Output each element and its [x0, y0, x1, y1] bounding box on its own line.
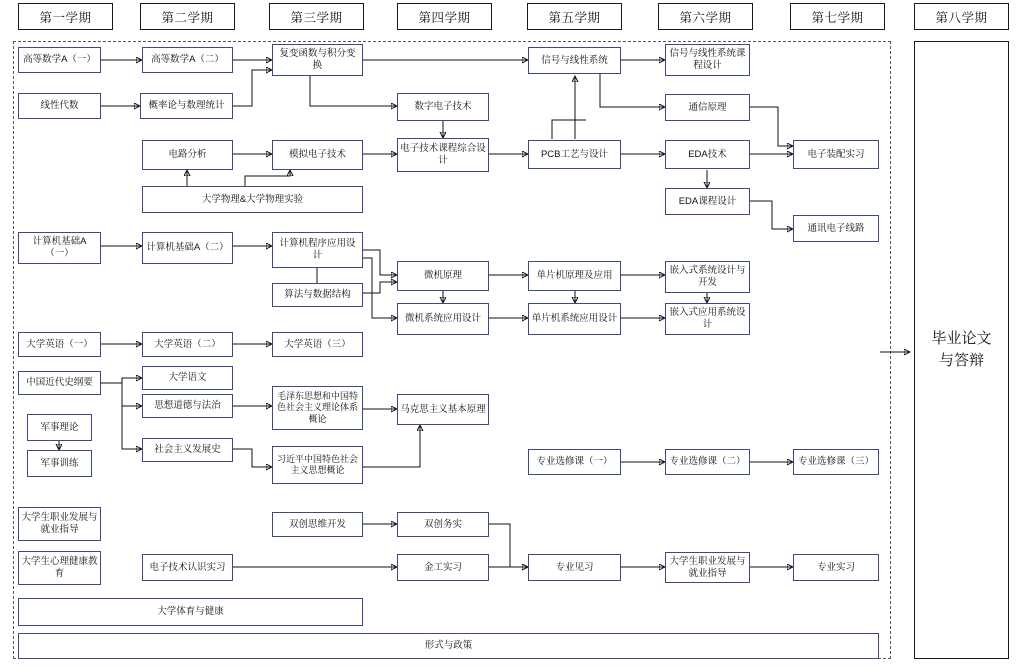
course-node[interactable]: 专业实习	[793, 554, 879, 581]
course-node[interactable]: 高等数学A（一）	[18, 47, 101, 73]
course-node[interactable]: 单片机系统应用设计	[528, 303, 621, 335]
semester-header-6: 第六学期	[658, 3, 753, 30]
course-node[interactable]: 复变函数与积分变换	[272, 44, 363, 76]
course-node[interactable]: EDA课程设计	[665, 188, 750, 215]
course-node[interactable]: 双创思维开发	[272, 512, 363, 537]
course-node[interactable]: 社会主义发展史	[142, 438, 233, 462]
semester-header-3: 第三学期	[269, 3, 364, 30]
course-node[interactable]: 大学语文	[142, 366, 233, 390]
semester-header-8: 第八学期	[914, 3, 1009, 30]
course-node[interactable]: 电子技术认识实习	[142, 554, 233, 581]
course-node[interactable]: 专业选修课（一）	[528, 449, 621, 475]
course-node[interactable]: 大学英语（一）	[18, 332, 101, 357]
course-node[interactable]: 单片机原理及应用	[528, 261, 621, 291]
course-node[interactable]: 马克思主义基本原理	[397, 394, 489, 425]
course-node[interactable]: 算法与数据结构	[272, 283, 363, 307]
course-node[interactable]: 大学生职业发展与就业指导	[18, 507, 101, 541]
course-node[interactable]: 大学物理&大学物理实验	[142, 186, 363, 213]
course-node[interactable]: 信号与线性系统课程设计	[665, 44, 750, 76]
graduation-thesis-line1: 毕业论文	[931, 329, 992, 347]
course-node[interactable]: 电子技术课程综合设计	[397, 138, 489, 172]
course-node[interactable]: 双创务实	[397, 512, 489, 537]
graduation-thesis-line2: 与答辩	[938, 352, 984, 369]
course-node[interactable]: 嵌入式系统设计与开发	[665, 261, 750, 293]
semester-header-1: 第一学期	[18, 3, 113, 30]
course-node[interactable]: 微机原理	[397, 261, 489, 291]
semester-header-5: 第五学期	[527, 3, 622, 30]
course-node[interactable]: 通讯电子线路	[793, 215, 879, 242]
course-node[interactable]: 嵌入式应用系统设计	[665, 303, 750, 335]
graduation-thesis-node[interactable]	[914, 41, 1009, 659]
course-node[interactable]: 大学生心理健康教育	[18, 551, 101, 585]
course-node[interactable]: 军事训练	[27, 450, 92, 477]
semester-header-7: 第七学期	[790, 3, 885, 30]
course-node[interactable]: 数字电子技术	[397, 93, 489, 121]
course-node[interactable]: 电子装配实习	[793, 140, 879, 169]
semester-header-4: 第四学期	[397, 3, 492, 30]
course-node[interactable]: 专业见习	[528, 554, 621, 581]
course-node[interactable]: 大学体育与健康	[18, 598, 363, 626]
course-node[interactable]: 形式与政策	[18, 633, 879, 659]
semester-header-2: 第二学期	[140, 3, 235, 30]
course-node[interactable]: 大学英语（二）	[142, 332, 233, 357]
course-node[interactable]: 微机系统应用设计	[397, 303, 489, 335]
course-node[interactable]: 模拟电子技术	[272, 140, 363, 170]
course-node[interactable]: 电路分析	[142, 140, 233, 170]
course-node[interactable]: 大学生职业发展与就业指导	[665, 552, 750, 583]
course-node[interactable]: 习近平中国特色社会主义思想概论	[272, 446, 363, 484]
course-node[interactable]: 专业选修课（三）	[793, 449, 879, 475]
course-node[interactable]: EDA技术	[665, 140, 750, 169]
course-node[interactable]: 军事理论	[27, 414, 92, 441]
course-node[interactable]: 信号与线性系统	[528, 47, 621, 74]
course-node[interactable]: 高等数学A（二）	[142, 47, 233, 73]
course-node[interactable]: 概率论与数理统计	[140, 93, 233, 119]
course-node[interactable]: 思想道德与法治	[142, 394, 233, 418]
course-node[interactable]: 中国近代史纲要	[18, 371, 101, 395]
course-node[interactable]: 线性代数	[18, 93, 101, 119]
course-node[interactable]: 计算机程序应用设计	[272, 232, 363, 268]
course-node[interactable]: 大学英语（三）	[272, 332, 363, 357]
course-node[interactable]: 计算机基础A（二）	[142, 232, 233, 264]
course-node[interactable]: 毛泽东思想和中国特色社会主义理论体系概论	[272, 386, 363, 430]
course-node[interactable]: 计算机基础A（一）	[18, 232, 101, 264]
course-node[interactable]: 通信原理	[665, 94, 750, 121]
course-node[interactable]: 金工实习	[397, 554, 489, 581]
course-node[interactable]: 专业选修课（二）	[665, 449, 750, 475]
course-node[interactable]: PCB工艺与设计	[528, 140, 621, 169]
